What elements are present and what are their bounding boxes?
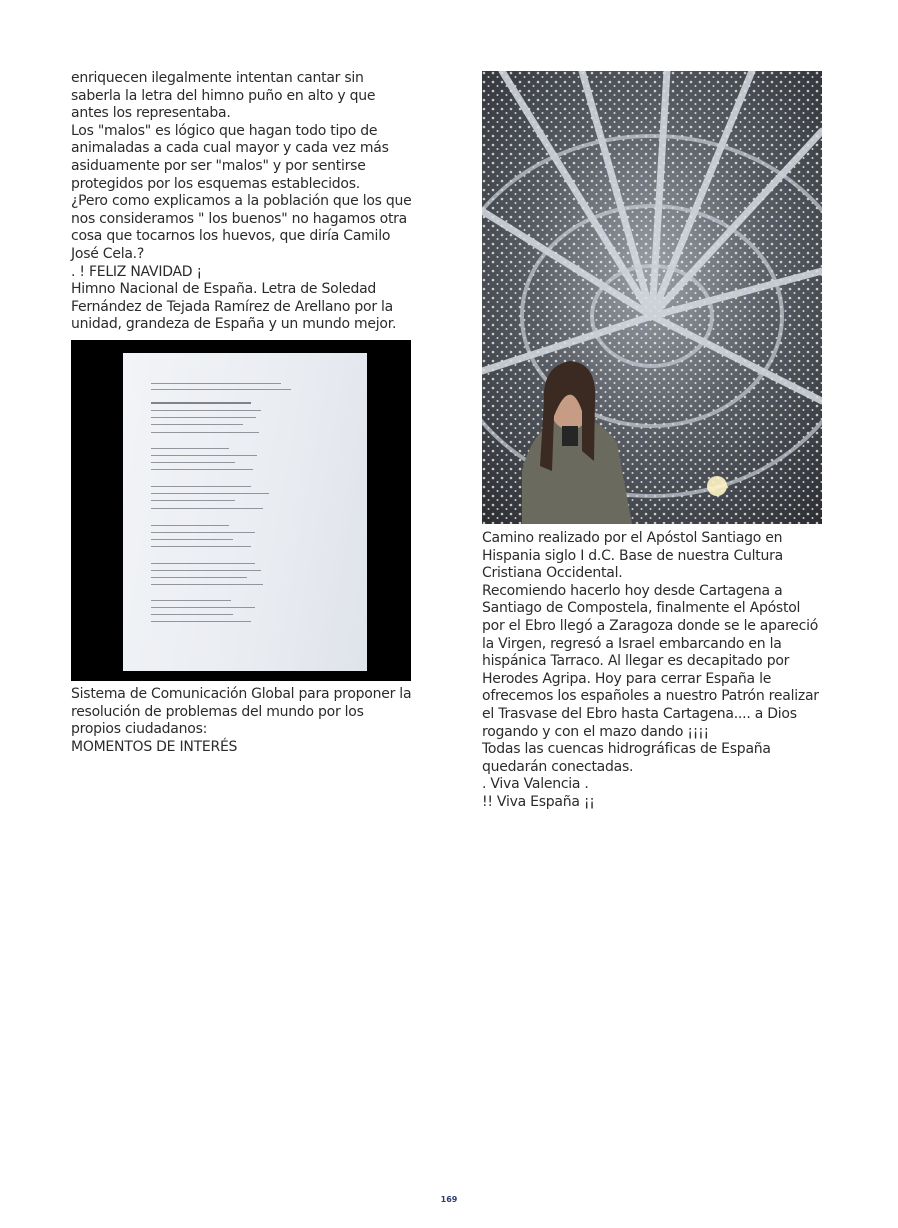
right-column [482,71,822,812]
lyrics-sheet-image [123,353,367,671]
body-paragraph: ¿Pero como explicamos a la población que los que nos consideramos " los buenos" no hagamos otra cosa que tocarnos los huevos, que diría Camilo José Cela.? [71,193,412,262]
body-paragraph: Recomiendo hacerlo hoy desde Cartagena a Santiago de Compostela, finalmente el Apóstol por el Ebro llegó a Zaragoza donde se le apareció la Virgen, regresó a Israel embarcando en la hispánica Tarraco. Al llegar es decapitado por Herodes Agripa. Hoy para cerrar España le ofrecemos los españoles a nuestro Patrón realizar el Trasvase del Ebro hasta Cartagena.... a Dios rogando y con el mazo dando ¡¡¡¡ [482,582,819,740]
body-paragraph: enriquecen ilegalmente intentan cantar sin saberla la letra del himno puño en alto y que antes los representaba. [71,70,376,122]
section-heading: MOMENTOS DE INTERÉS [71,738,238,755]
body-paragraph: !! Viva España ¡¡ [482,793,595,810]
lights-dome-illustration [482,71,822,524]
body-paragraph: . ! FELIZ NAVIDAD ¡ [71,263,202,280]
christmas-lights-photo [482,71,822,524]
left-column [71,70,413,756]
body-paragraph: . Viva Valencia . [482,776,589,793]
body-paragraph: Los "malos" es lógico que hagan todo tipo de animaladas a cada cual mayor y cada vez más asiduamente por ser "malos" y por sentirse protegidos por los esquemas establecidos. [71,122,389,192]
caption-paragraph: Sistema de Comunicación Global para proponer la resolución de problemas del mundo por los propios ciudadanos: [71,685,412,738]
body-paragraph: Todas las cuencas hidrográficas de España quedarán conectadas. [482,741,771,775]
body-paragraph: Camino realizado por el Apóstol Santiago en Hispania siglo I d.C. Base de nuestra Cultura Cristiana Occidental. [482,530,783,582]
body-paragraph: Himno Nacional de España. Letra de Soledad Fernández de Tejada Ramírez de Arellano por la unidad, grandeza de España y un mundo mejor. [71,281,397,333]
anthem-lyrics-photo [71,340,411,681]
page-number: 169 [440,1195,458,1204]
